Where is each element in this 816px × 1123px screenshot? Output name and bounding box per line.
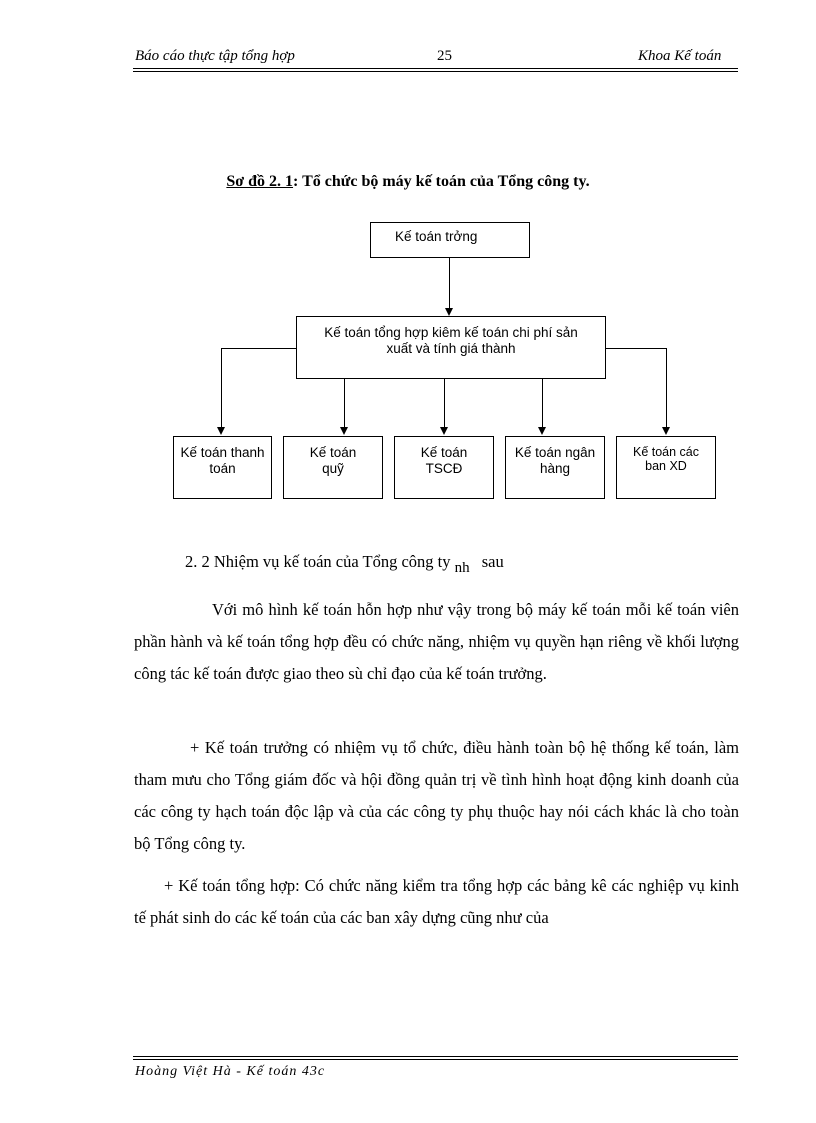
diagram-title-text: : Tổ chức bộ máy kế toán của Tổng công ty.: [293, 173, 590, 190]
connector-fund: [344, 379, 345, 427]
box-general-accountant: Kế toán tổng hợp kiêm kế toán chi phí sản xuất và tính giá thành: [296, 316, 606, 379]
paragraph-2-container: [134, 732, 739, 860]
arrow-down-icon: [538, 427, 546, 435]
diagram-title: [0, 173, 816, 191]
section-heading-end: sau: [481, 552, 504, 571]
box-payment-accountant: Kế toán thanh toán: [173, 436, 272, 499]
paragraph-3: + Kế toán tổng hợp: Có chức năng kiểm tra tổng hợp các bảng kê các nghiệp vụ kinh tế phát sinh do các kế toán của các ban xây dựng cũng như của: [134, 876, 739, 927]
section-heading-sub: nh: [454, 560, 470, 576]
branch-left: [221, 348, 296, 349]
connector-bank: [542, 379, 543, 427]
connector-payment: [221, 348, 222, 427]
box-construction-accountant: Kế toán các ban XD: [616, 436, 716, 499]
diagram-title-prefix: Sơ đồ 2. 1: [226, 173, 294, 190]
footer-author: Hoàng Việt Hà - Kế toán 43c: [135, 1064, 326, 1079]
box-chief-accountant: Kế toán trởng: [370, 222, 530, 258]
connector-fixed-assets: [444, 379, 445, 427]
section-heading: [185, 552, 685, 577]
arrow-down-icon: [440, 427, 448, 435]
paragraph-3-container: [134, 870, 739, 934]
footer-rule: [133, 1056, 738, 1057]
arrow-down-icon: [340, 427, 348, 435]
paragraph-2: + Kế toán trưởng có nhiệm vụ tổ chức, điều hành toàn bộ hệ thống kế toán, làm tham mưu cho Tổng giám đốc và hội đồng quản trị về tình hình hoạt động kinh doanh của các công ty hạch toán độc lập và của các công ty phụ thuộc hay nói cách khác là cho toàn bộ Tổng công ty.: [134, 738, 739, 853]
header-rule: [133, 68, 738, 69]
connector-chief-general: [449, 258, 450, 308]
header-faculty: Khoa Kế toán: [638, 48, 722, 64]
paragraph-1-container: [134, 594, 739, 690]
box-fixed-asset-accountant: Kế toán TSCĐ: [394, 436, 494, 499]
arrow-down-icon: [662, 427, 670, 435]
arrow-down-icon: [445, 308, 453, 316]
box-bank-accountant: Kế toán ngân hàng: [505, 436, 605, 499]
branch-right: [606, 348, 666, 349]
section-heading-main: 2. 2 Nhiệm vụ kế toán của Tổng công ty: [185, 552, 451, 571]
page-number: 25: [437, 48, 452, 64]
paragraph-1: Với mô hình kế toán hỗn hợp như vậy trong bộ máy kế toán mỗi kế toán viên phần hành và kế toán tổng hợp đều có chức năng, nhiệm vụ quyền hạn riêng về khối lượng công tác kế toán được giao theo sù chỉ đạo của kế toán trưởng.: [134, 600, 739, 683]
connector-construction: [666, 348, 667, 427]
header-rule-double: [133, 71, 738, 72]
header-report-title: Báo cáo thực tập tổng hợp: [135, 48, 295, 64]
footer-rule-double: [133, 1059, 738, 1060]
box-fund-accountant: Kế toán quỹ: [283, 436, 383, 499]
arrow-down-icon: [217, 427, 225, 435]
